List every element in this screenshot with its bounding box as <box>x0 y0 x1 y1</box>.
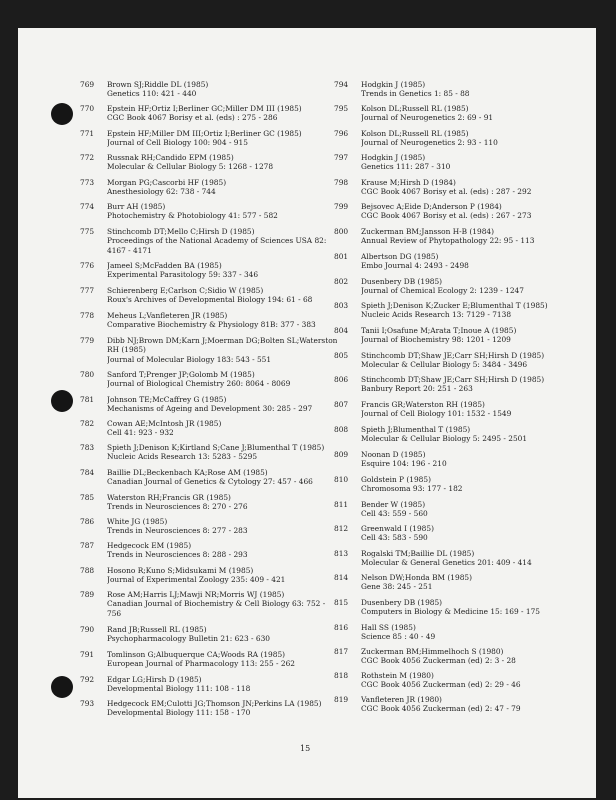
reference-number: 819 <box>334 695 349 704</box>
reference-authors: Hodgkin J (1985) <box>361 80 426 89</box>
reference-source: Molecular & Cellular Biology 5: 1268 - 1278 <box>107 162 274 172</box>
reference-entry <box>334 671 521 690</box>
reference-entry <box>334 598 540 617</box>
reference-number: 793 <box>80 699 95 708</box>
reference-number: 796 <box>334 129 349 138</box>
reference-authors: Rand JB;Russell RL (1985) <box>107 625 207 634</box>
reference-source: Genetics 111: 287 - 310 <box>361 162 451 172</box>
reference-authors: Russnak RH;Candido EPM (1985) <box>107 153 234 162</box>
reference-entry <box>80 202 278 221</box>
reference-authors: Rose AM;Harris LJ;Mawji NR;Morris WJ (1985) <box>107 590 285 599</box>
reference-entry <box>80 370 290 389</box>
reference-authors: Burr AH (1985) <box>107 202 166 211</box>
reference-number: 772 <box>80 153 95 162</box>
reference-authors: Edgar LG;Hirsh D (1985) <box>107 675 202 684</box>
reference-authors: Hedgecock EM (1985) <box>107 541 192 550</box>
reference-number: 797 <box>334 153 349 162</box>
reference-number: 808 <box>334 425 349 434</box>
reference-authors: Brown SJ;Riddle DL (1985) <box>107 80 209 89</box>
reference-entry <box>334 573 472 592</box>
reference-entry <box>334 277 524 296</box>
reference-authors: Hodgkin J (1985) <box>361 153 426 162</box>
reference-number: 795 <box>334 104 349 113</box>
reference-number: 780 <box>80 370 95 379</box>
reference-source: Journal of Neurogenetics 2: 93 - 110 <box>361 138 498 148</box>
reference-source: CGC Book 4056 Zuckerman (ed) 2: 3 - 28 <box>361 656 516 666</box>
reference-source: Trends in Genetics 1: 85 - 88 <box>361 89 470 99</box>
reference-entry <box>334 202 531 221</box>
reference-number: 803 <box>334 301 349 310</box>
reference-entry <box>80 541 248 560</box>
reference-number: 818 <box>334 671 349 680</box>
reference-source: Mechanisms of Ageing and Development 30: 285 - 297 <box>107 404 313 414</box>
reference-authors: Tomlinson G;Albuquerque CA;Woods RA (1985) <box>107 650 286 659</box>
reference-entry <box>80 699 322 718</box>
reference-source: Genetics 110: 421 - 440 <box>107 89 197 99</box>
reference-source: Journal of Biological Chemistry 260: 8064 - 8069 <box>107 379 291 389</box>
reference-authors: Hosono R;Kuno S;Midsukami M (1985) <box>107 566 254 575</box>
reference-authors: Dusenbery DB (1985) <box>361 598 443 607</box>
reference-entry <box>334 500 428 519</box>
reference-number: 769 <box>80 80 95 89</box>
reference-number: 786 <box>80 517 95 526</box>
reference-number: 813 <box>334 549 349 558</box>
reference-source: RH (1985) <box>107 345 146 355</box>
reference-authors: Bejsovec A;Eide D;Anderson P (1984) <box>361 202 502 211</box>
reference-source: CGC Book 4056 Zuckerman (ed) 2: 29 - 46 <box>361 680 521 690</box>
reference-source: Proceedings of the National Academy of Sciences USA 82: <box>107 236 327 246</box>
reference-entry <box>80 443 324 462</box>
binder-hole <box>51 676 73 698</box>
reference-number: 778 <box>80 311 95 320</box>
reference-entry <box>80 286 312 305</box>
reference-number: 782 <box>80 419 95 428</box>
reference-authors: Dibb NJ;Brown DM;Karn J;Moerman DG;Bolten SL;Waterston <box>107 336 338 345</box>
reference-entry <box>334 227 534 246</box>
reference-number: 789 <box>80 590 95 599</box>
reference-authors: Zuckerman BM;Jansson H-B (1984) <box>361 227 495 236</box>
reference-source: Canadian Journal of Biochemistry & Cell Biology 63: 752 - <box>107 599 326 609</box>
reference-source: Chromosoma 93: 177 - 182 <box>361 484 463 494</box>
reference-authors: Stinchcomb DT;Shaw JE;Carr SH;Hirsh D (1985) <box>361 375 545 384</box>
reference-authors: Spieth J;Blumenthal T (1985) <box>361 425 471 434</box>
reference-source: Photochemistry & Photobiology 41: 577 - 582 <box>107 211 278 221</box>
reference-source: Journal of Neurogenetics 2: 69 - 91 <box>361 113 494 123</box>
reference-entry <box>80 650 295 669</box>
reference-number: 814 <box>334 573 349 582</box>
reference-number: 790 <box>80 625 95 634</box>
reference-number: 811 <box>334 500 349 509</box>
reference-entry <box>80 395 312 414</box>
reference-entry <box>334 425 527 444</box>
reference-source: Trends in Neurosciences 8: 270 - 276 <box>107 502 248 512</box>
reference-authors: Waterston RH;Francis GR (1985) <box>107 493 231 502</box>
reference-number: 815 <box>334 598 349 607</box>
reference-authors: Bender W (1985) <box>361 500 426 509</box>
reference-entry <box>334 129 498 148</box>
reference-source: Annual Review of Phytopathology 22: 95 - 113 <box>361 236 535 246</box>
reference-source: Esquire 104: 196 - 210 <box>361 459 447 469</box>
reference-authors: Rogalski TM;Baillie DL (1985) <box>361 549 475 558</box>
reference-entry <box>80 227 326 255</box>
reference-entry <box>80 566 285 585</box>
reference-number: 774 <box>80 202 95 211</box>
binder-hole <box>51 390 73 412</box>
reference-authors: Noonan D (1985) <box>361 450 426 459</box>
reference-authors: Zuckerman BM;Himmelhoch S (1980) <box>361 647 504 656</box>
reference-number: 799 <box>334 202 349 211</box>
reference-entry <box>334 400 511 419</box>
reference-entry <box>334 301 548 320</box>
reference-entry <box>334 104 493 123</box>
reference-authors: Stinchcomb DT;Mello C;Hirsh D (1985) <box>107 227 255 236</box>
reference-entry <box>334 647 516 666</box>
reference-entry <box>334 351 544 370</box>
reference-entry <box>334 375 544 394</box>
reference-number: 800 <box>334 227 349 236</box>
reference-authors: Hall SS (1985) <box>361 623 416 632</box>
reference-entry <box>334 252 469 271</box>
reference-entry <box>334 450 447 469</box>
reference-authors: Epstein HF;Ortiz I;Berliner GC;Miller DM III (1985) <box>107 104 302 113</box>
reference-number: 779 <box>80 336 95 345</box>
reference-authors: Greenwald I (1985) <box>361 524 434 533</box>
reference-number: 787 <box>80 541 95 550</box>
reference-number: 777 <box>80 286 95 295</box>
reference-source: Embo Journal 4: 2493 - 2498 <box>361 261 469 271</box>
reference-authors: Baillie DL;Beckenbach KA;Rose AM (1985) <box>107 468 268 477</box>
reference-entry <box>80 129 302 148</box>
reference-authors: Tanii I;Osafune M;Arata T;Inoue A (1985) <box>361 326 517 335</box>
reference-number: 785 <box>80 493 95 502</box>
reference-number: 798 <box>334 178 349 187</box>
reference-authors: Sanford T;Prenger JP;Golomb M (1985) <box>107 370 255 379</box>
reference-entry <box>334 475 463 494</box>
reference-source: Molecular & Cellular Biology 5: 2495 - 2501 <box>361 434 528 444</box>
reference-source: 4167 - 4171 <box>107 245 152 255</box>
reference-entry <box>80 468 313 487</box>
reference-authors: Jameel S;McFadden BA (1985) <box>107 261 222 270</box>
reference-authors: Spieth J;Denison K;Kirtland S;Cane J;Blumenthal T (1985) <box>107 443 325 452</box>
reference-source: Developmental Biology 111: 158 - 170 <box>107 708 251 718</box>
reference-authors: Kolson DL;Russell RL (1985) <box>361 129 469 138</box>
reference-source: Journal of Biochemistry 98: 1201 - 1209 <box>361 335 511 345</box>
reference-number: 771 <box>80 129 95 138</box>
reference-authors: Schierenberg E;Carlson C;Sidio W (1985) <box>107 286 264 295</box>
reference-source: Canadian Journal of Genetics & Cytology 27: 457 - 466 <box>107 477 313 487</box>
reference-source: Comparative Biochemistry & Physiology 81B: 377 - 383 <box>107 320 316 330</box>
reference-source: Gene 38: 245 - 251 <box>361 582 433 592</box>
reference-number: 776 <box>80 261 95 270</box>
reference-source: Trends in Neurosciences 8: 277 - 283 <box>107 526 248 536</box>
reference-number: 809 <box>334 450 349 459</box>
reference-source: Journal of Molecular Biology 183: 543 - 551 <box>107 354 272 364</box>
reference-number: 781 <box>80 395 95 404</box>
reference-source: Computers in Biology & Medicine 15: 169 - 175 <box>361 607 541 617</box>
reference-number: 816 <box>334 623 349 632</box>
reference-number: 807 <box>334 400 349 409</box>
reference-entry <box>334 549 532 568</box>
reference-entry <box>334 524 434 543</box>
binder-hole <box>51 103 73 125</box>
reference-authors: Hedgecock EM;Culotti JG;Thomson JN;Perkins LA (1985) <box>107 699 322 708</box>
reference-source: European Journal of Pharmacology 113: 255 - 262 <box>107 659 295 669</box>
reference-source: Nucleic Acids Research 13: 7129 - 7138 <box>361 310 512 320</box>
reference-number: 788 <box>80 566 95 575</box>
reference-authors: Albertson DG (1985) <box>361 252 439 261</box>
reference-entry <box>80 80 208 99</box>
reference-number: 783 <box>80 443 95 452</box>
reference-number: 770 <box>80 104 95 113</box>
reference-number: 792 <box>80 675 95 684</box>
reference-authors: Dusenbery DB (1985) <box>361 277 443 286</box>
reference-entry <box>334 178 531 197</box>
reference-source: Experimental Parasitology 59: 337 - 346 <box>107 270 259 280</box>
reference-authors: Epstein HF;Miller DM III;Ortiz I;Berliner GC (1985) <box>107 129 302 138</box>
reference-entry <box>80 625 270 644</box>
reference-entry <box>80 336 337 364</box>
reference-source: Journal of Cell Biology 100: 904 - 915 <box>107 138 248 148</box>
reference-entry <box>80 517 248 536</box>
reference-source: Journal of Cell Biology 101: 1532 - 1549 <box>361 409 512 419</box>
reference-source: Science 85 : 40 - 49 <box>361 632 436 642</box>
reference-source: Molecular & Cellular Biology 5: 3484 - 3496 <box>361 360 528 370</box>
reference-source: Psychopharmacology Bulletin 21: 623 - 630 <box>107 634 270 644</box>
reference-source: Molecular & General Genetics 201: 409 - 414 <box>361 558 532 568</box>
reference-entry <box>80 104 302 123</box>
reference-number: 773 <box>80 178 95 187</box>
reference-number: 784 <box>80 468 95 477</box>
reference-authors: Morgan PG;Cascorbi HF (1985) <box>107 178 227 187</box>
reference-number: 805 <box>334 351 349 360</box>
reference-entry <box>80 178 226 197</box>
reference-authors: Krause M;Hirsh D (1984) <box>361 178 456 187</box>
reference-authors: Kolson DL;Russell RL (1985) <box>361 104 469 113</box>
reference-source: Roux's Archives of Developmental Biology 194: 61 - 68 <box>107 295 313 305</box>
reference-entry <box>334 623 435 642</box>
reference-entry <box>80 261 258 280</box>
reference-source: Cell 43: 583 - 590 <box>361 533 428 543</box>
page-number: 15 <box>300 744 311 753</box>
reference-number: 817 <box>334 647 349 656</box>
reference-number: 810 <box>334 475 349 484</box>
reference-authors: Meheus L;Vanfleteren JR (1985) <box>107 311 228 320</box>
reference-authors: Johnson TE;McCaffrey G (1985) <box>107 395 227 404</box>
reference-number: 791 <box>80 650 95 659</box>
reference-entry <box>80 493 248 512</box>
reference-source: Trends in Neurosciences 8: 288 - 293 <box>107 550 248 560</box>
reference-entry <box>80 675 250 694</box>
reference-source: Nucleic Acids Research 13: 5283 - 5295 <box>107 452 258 462</box>
reference-authors: Nelson DW;Honda BM (1985) <box>361 573 472 582</box>
reference-number: 812 <box>334 524 349 533</box>
reference-number: 801 <box>334 252 349 261</box>
reference-entry <box>80 311 316 330</box>
reference-number: 806 <box>334 375 349 384</box>
reference-entry <box>80 153 273 172</box>
reference-authors: Spieth J;Denison K;Zucker E;Blumenthal T (1985) <box>361 301 548 310</box>
reference-authors: White JG (1985) <box>107 517 168 526</box>
reference-source: CGC Book 4067 Borisy et al. (eds) : 267 - 273 <box>361 211 532 221</box>
reference-number: 794 <box>334 80 349 89</box>
reference-source: Journal of Chemical Ecology 2: 1239 - 1247 <box>361 286 524 296</box>
reference-source: Journal of Experimental Zoology 235: 409 - 421 <box>107 575 286 585</box>
reference-entry <box>334 153 450 172</box>
reference-entry <box>334 80 470 99</box>
reference-authors: Stinchcomb DT;Shaw JE;Carr SH;Hirsh D (1985) <box>361 351 545 360</box>
reference-source: Cell 43: 559 - 560 <box>361 509 428 519</box>
reference-source: CGC Book 4067 Borisy et al. (eds) : 287 - 292 <box>361 187 532 197</box>
reference-entry <box>334 695 521 714</box>
reference-entry <box>80 419 221 438</box>
reference-source: Banbury Report 20: 251 - 263 <box>361 384 473 394</box>
reference-source: Cell 41: 923 - 932 <box>107 428 174 438</box>
reference-source: Developmental Biology 111: 108 - 118 <box>107 684 251 694</box>
reference-source: CGC Book 4056 Zuckerman (ed) 2: 47 - 79 <box>361 704 521 714</box>
reference-entry <box>80 590 325 618</box>
reference-source: Anesthesiology 62: 738 - 744 <box>107 187 216 197</box>
reference-number: 775 <box>80 227 95 236</box>
reference-authors: Vanfleteren JR (1980) <box>361 695 442 704</box>
reference-number: 802 <box>334 277 349 286</box>
reference-authors: Cowan AE;McIntosh JR (1985) <box>107 419 222 428</box>
reference-authors: Francis GR;Waterston RH (1985) <box>361 400 485 409</box>
reference-source: CGC Book 4067 Borisy et al. (eds) : 275 - 286 <box>107 113 278 123</box>
reference-entry <box>334 326 516 345</box>
reference-number: 804 <box>334 326 349 335</box>
reference-authors: Goldstein P (1985) <box>361 475 431 484</box>
reference-authors: Rothstein M (1980) <box>361 671 434 680</box>
reference-source: 756 <box>107 608 122 618</box>
